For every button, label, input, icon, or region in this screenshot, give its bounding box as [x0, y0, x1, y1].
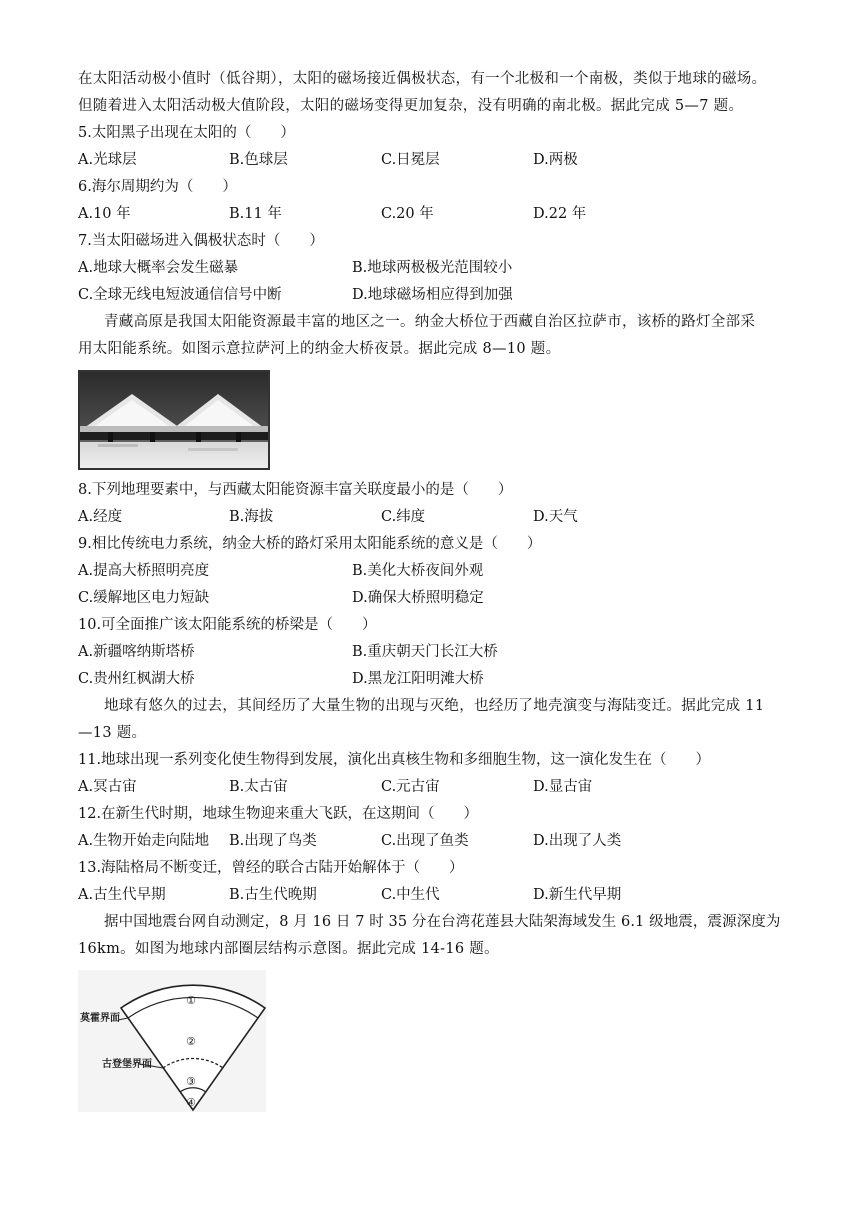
intro-8-10-line1: 青藏高原是我国太阳能资源最丰富的地区之一。纳金大桥位于西藏自治区拉萨市，该桥的路灯全部采 — [104, 314, 756, 330]
q12-option-b: B.出现了鸟类 — [229, 833, 317, 849]
layer-4-label: ④ — [186, 1096, 196, 1109]
q9-option-c: C.缓解地区电力短缺 — [78, 590, 210, 606]
q11-option-c: C.元古宙 — [381, 779, 440, 795]
q5-option-d: D.两极 — [533, 152, 578, 168]
q7-option-c: C.全球无线电短波通信信号中断 — [78, 287, 282, 303]
q5-option-b: B.色球层 — [229, 152, 288, 168]
layer-1-label: ① — [186, 994, 196, 1007]
intro-5-7-line1: 在太阳活动极小值时（低谷期），太阳的磁场接近偶极状态，有一个北极和一个南极，类似于地球的磁场。 — [78, 71, 767, 87]
q7-option-d: D.地球磁场相应得到加强 — [352, 287, 513, 303]
question-12-stem: 12.在新生代时期，地球生物迎来重大飞跃，在这期间（ ） — [78, 806, 479, 822]
question-9-stem: 9.相比传统电力系统，纳金大桥的路灯采用太阳能系统的意义是（ ） — [78, 536, 542, 552]
question-10-stem: 10.可全面推广该太阳能系统的桥梁是（ ） — [78, 617, 377, 633]
intro-14-16-line1: 据中国地震台网自动测定，8 月 16 日 7 时 35 分在台湾花莲县大陆架海域发生 6.1 级地震，震源深度为 — [104, 914, 781, 930]
q9-option-a: A.提高大桥照明亮度 — [78, 563, 210, 579]
question-11-stem: 11.地球出现一系列变化使生物得到发展，演化出真核生物和多细胞生物，这一演化发生在（ ） — [78, 752, 711, 768]
q7-option-b: B.地球两极极光范围较小 — [352, 260, 513, 276]
intro-14-16-line2: 16km。如图为地球内部圈层结构示意图。据此完成 14-16 题。 — [78, 941, 499, 957]
q6-option-a: A.10 年 — [78, 206, 131, 222]
q10-option-d: D.黑龙江阳明滩大桥 — [352, 671, 484, 687]
q12-option-d: D.出现了人类 — [533, 833, 622, 849]
intro-8-10-line2: 用太阳能系统。如图示意拉萨河上的纳金大桥夜景。据此完成 8—10 题。 — [78, 341, 561, 357]
q11-option-b: B.太古宙 — [229, 779, 288, 795]
q6-option-b: B.11 年 — [229, 206, 282, 222]
moho-label: 莫霍界面 — [80, 1013, 120, 1024]
bridge-night-photo — [78, 370, 270, 470]
earth-layers-diagram — [78, 970, 266, 1112]
q13-option-b: B.古生代晚期 — [229, 887, 317, 903]
q7-option-a: A.地球大概率会发生磁暴 — [78, 260, 239, 276]
q5-option-a: A.光球层 — [78, 152, 137, 168]
layer-3-label: ③ — [186, 1075, 196, 1088]
question-8-stem: 8.下列地理要素中，与西藏太阳能资源丰富关联度最小的是（ ） — [78, 482, 513, 498]
q8-option-b: B.海拔 — [229, 509, 274, 525]
intro-11-13-line1: 地球有悠久的过去，其间经历了大量生物的出现与灭绝，也经历了地壳演变与海陆变迁。据此完成 11 — [104, 698, 765, 714]
q8-option-a: A.经度 — [78, 509, 123, 525]
q11-option-d: D.显古宙 — [533, 779, 593, 795]
q6-option-d: D.22 年 — [533, 206, 587, 222]
q8-option-c: C.纬度 — [381, 509, 426, 525]
q11-option-a: A.冥古宙 — [78, 779, 137, 795]
q8-option-d: D.天气 — [533, 509, 578, 525]
q10-option-b: B.重庆朝天门长江大桥 — [352, 644, 498, 660]
q9-option-b: B.美化大桥夜间外观 — [352, 563, 484, 579]
intro-5-7-line2: 但随着进入太阳活动极大值阶段，太阳的磁场变得更加复杂，没有明确的南北极。据此完成 5—7 题。 — [78, 98, 744, 114]
q13-option-c: C.中生代 — [381, 887, 440, 903]
layer-2-label: ② — [186, 1035, 196, 1048]
question-7-stem: 7.当太阳磁场进入偶极状态时（ ） — [78, 233, 324, 249]
intro-11-13-line2: —13 题。 — [78, 725, 147, 741]
q10-option-c: C.贵州红枫湖大桥 — [78, 671, 195, 687]
q12-option-c: C.出现了鱼类 — [381, 833, 469, 849]
q5-option-c: C.日冕层 — [381, 152, 440, 168]
q9-option-d: D.确保大桥照明稳定 — [352, 590, 484, 606]
q10-option-a: A.新疆喀纳斯塔桥 — [78, 644, 195, 660]
question-13-stem: 13.海陆格局不断变迁，曾经的联合古陆开始解体于（ ） — [78, 860, 464, 876]
q13-option-a: A.古生代早期 — [78, 887, 166, 903]
gutenberg-label: 古登堡界面 — [102, 1059, 152, 1070]
q6-option-c: C.20 年 — [381, 206, 434, 222]
question-5-stem: 5.太阳黑子出现在太阳的（ ） — [78, 125, 295, 141]
question-6-stem: 6.海尔周期约为（ ） — [78, 179, 237, 195]
q13-option-d: D.新生代早期 — [533, 887, 622, 903]
q12-option-a: A.生物开始走向陆地 — [78, 833, 210, 849]
